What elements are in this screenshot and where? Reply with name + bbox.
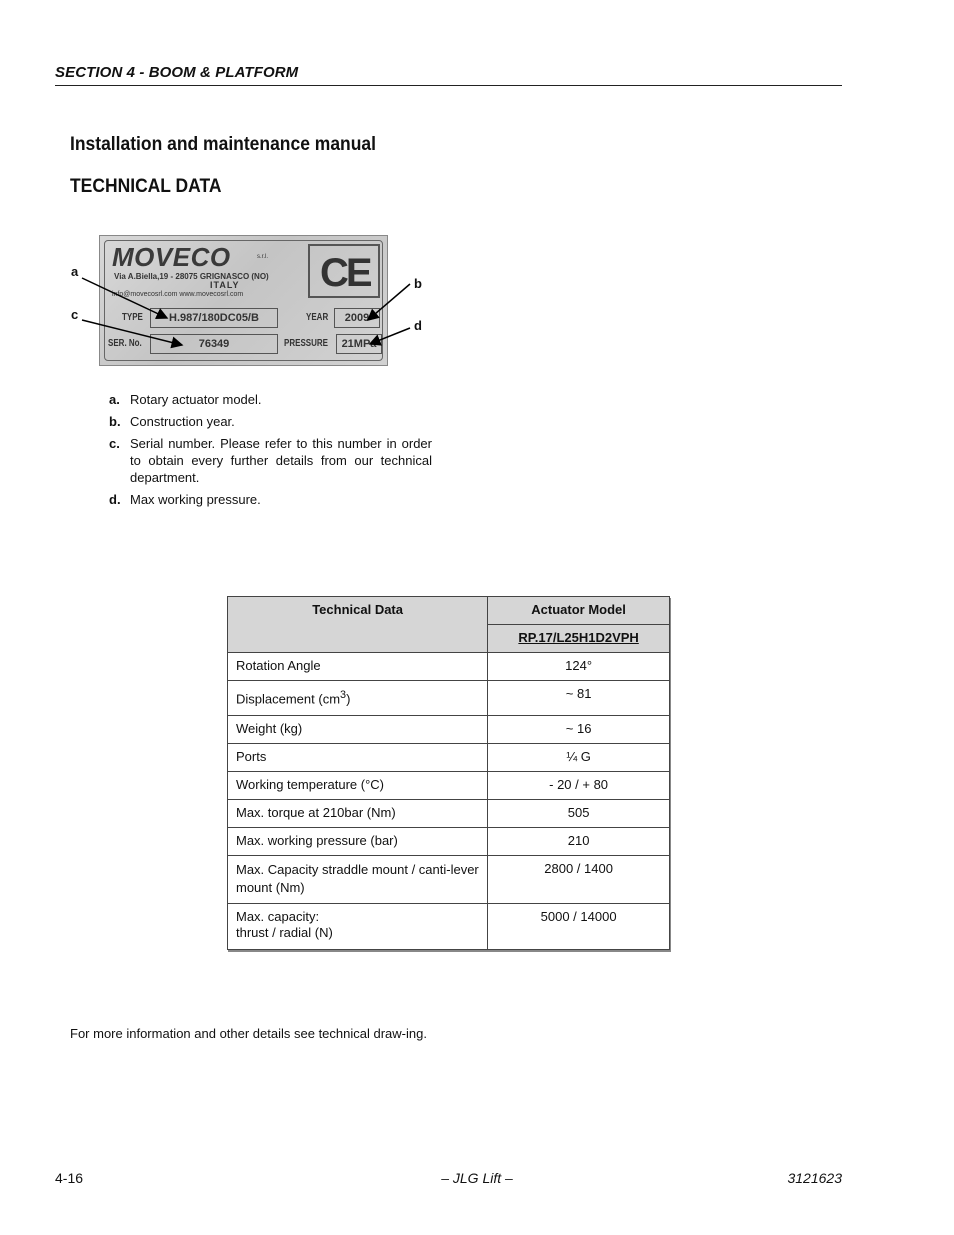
legend-item-c [109, 435, 432, 486]
row-value: 124° [488, 653, 670, 681]
section-title: TECHNICAL DATA [70, 176, 222, 197]
legend-text: Serial number. Please refer to this number in order to obtain every further details from our technical department. [130, 436, 432, 485]
table-row [228, 904, 670, 950]
table-row [228, 772, 670, 800]
nameplate-srl: s.r.l. [257, 254, 269, 260]
row-label-end: ) [346, 691, 351, 707]
row-value: ~ 16 [488, 716, 670, 744]
row-value: 505 [488, 800, 670, 828]
arrow-d [370, 328, 410, 344]
row-label: Max. torque at 210bar (Nm) [228, 800, 488, 828]
callout-a: a [71, 264, 79, 279]
callout-d: d [414, 318, 422, 333]
pressure-value: 21MPa [336, 334, 382, 354]
section-header: SECTION 4 - BOOM & PLATFORM [55, 64, 842, 86]
actuator-model-name: RP.17/L25H1D2VPH [488, 625, 670, 653]
document-number: 3121623 [787, 1170, 842, 1186]
legend-list [109, 391, 432, 513]
arrow-a [82, 278, 167, 318]
table-header-row [228, 597, 670, 625]
nameplate-address: Via A.Biella,19 - 28075 GRIGNASCO (NO) [114, 272, 269, 281]
year-value: 2009 [334, 308, 380, 328]
row-label: Ports [228, 744, 488, 772]
row-value: - 20 / + 80 [488, 772, 670, 800]
row-label-line2: thrust / radial (N) [236, 925, 333, 940]
row-label: Max. Capacity straddle mount / canti-lever mount (Nm) [228, 856, 488, 904]
pressure-label: PRESSURE [284, 338, 329, 349]
type-label: TYPE [122, 312, 143, 323]
row-label-text: Displacement (cm [236, 691, 341, 707]
legend-key: b. [109, 414, 121, 429]
nameplate-country: ITALY [210, 280, 240, 290]
col-header-technical-data: Technical Data [228, 597, 488, 653]
technical-data-table [227, 596, 670, 950]
row-label-sup: 3 [340, 689, 347, 701]
row-value: 2800 / 1400 [488, 856, 670, 904]
row-label: Working temperature (°C) [228, 772, 488, 800]
callout-b: b [414, 276, 422, 291]
legend-text: Max working pressure. [130, 492, 261, 507]
row-value: 210 [488, 828, 670, 856]
footnote: For more information and other details see technical draw-ing. [70, 1026, 427, 1041]
legend-text: Rotary actuator model. [130, 392, 262, 407]
nameplate-logo: MOVECO [112, 242, 231, 272]
serial-label: SER. No. [108, 338, 142, 349]
col-header-actuator-model: Actuator Model [488, 597, 670, 625]
row-value: ¼ G [488, 744, 670, 772]
table-row [228, 828, 670, 856]
callout-c: c [71, 307, 79, 322]
table-row [228, 856, 670, 904]
ce-mark: CE [320, 251, 370, 295]
arrow-b [368, 284, 410, 320]
legend-key: a. [109, 392, 120, 407]
row-label [228, 681, 488, 716]
page-title: Installation and maintenance manual [70, 134, 376, 155]
row-value: 5000 / 14000 [488, 904, 670, 950]
row-value: ~ 81 [488, 681, 670, 716]
footer-brand: – JLG Lift – [441, 1170, 513, 1186]
table-row [228, 800, 670, 828]
arrow-c [82, 320, 182, 345]
legend-item-d [109, 491, 432, 508]
row-label [228, 904, 488, 950]
legend-text: Construction year. [130, 414, 235, 429]
legend-key: c. [109, 436, 120, 451]
legend-item-a [109, 391, 432, 408]
nameplate-contact: info@movecosrl.com www.movecosrl.com [112, 291, 244, 298]
legend-item-b [109, 413, 432, 430]
row-label: Rotation Angle [228, 653, 488, 681]
row-label: Max. working pressure (bar) [228, 828, 488, 856]
year-label: YEAR [306, 312, 329, 323]
callout-arrows [0, 0, 954, 420]
legend-key: d. [109, 492, 121, 507]
page-number: 4-16 [55, 1170, 84, 1186]
table-row [228, 681, 670, 716]
row-label: Weight (kg) [228, 716, 488, 744]
row-label-line1: Max. capacity: [236, 909, 320, 924]
type-value: H.987/180DC05/B [150, 308, 278, 328]
table-row [228, 716, 670, 744]
table-row [228, 653, 670, 681]
table-row [228, 744, 670, 772]
serial-value: 76349 [150, 334, 278, 354]
